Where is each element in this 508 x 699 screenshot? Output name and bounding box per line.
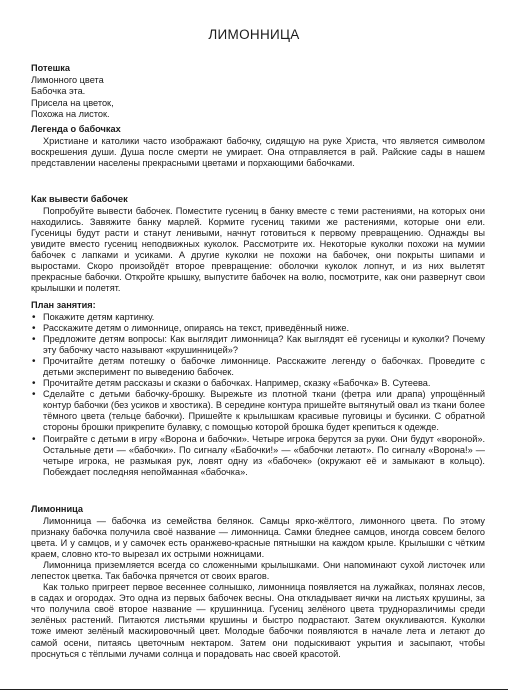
plan-item: • Сделайте с детьми бабочку-брошку. Вырежьте из плотной ткани (фетра или драпа) упрощённый контур бабочки (без усиков и хвостика). В середине контура пришейте вытянутый овал из ткани более тёмного цвета (тельце бабочки). Пришейте к крылышкам красивые пуговицы и бусинки. С обратной стороны брошки прикрепите булавку, с помощью которой брошка будет крепиться к одежде. xyxy=(31,389,485,433)
breeding-heading: Как вывести бабочек xyxy=(31,194,128,204)
poem-section xyxy=(31,63,485,121)
plan-item: • Расскажите детям о лимоннице, опираясь на текст, приведённый ниже. xyxy=(31,323,485,334)
breeding-text: Попробуйте вывести бабочек. Поместите гусениц в банку вместе с теми растениями, на которых они находились. Завяжите банку марлей. Кормите гусениц такими же растениями, которые они ели. Гусеницы будут расти и станут ленивыми, начнут готовиться к первому превращению. Однажды вы увидите вместо гусениц неподвижных куколок. Рассмотрите их. Некоторые куколки похожи на мумии бабочек с лапками и усиками. А другие куколки не похожи на бабочек, они покрыты шипами и выростами. Скоро произойдёт второе превращение: оболочки куколок лопнут, и из них вылетят прекрасные бабочки. Откройте крышку, выпустите бабочек на волю, посмотрите, как они развернут свои крылышки и полетят. xyxy=(31,205,485,294)
plan-section xyxy=(31,300,485,478)
plan-item: • Прочитайте детям рассказы и сказки о бабочках. Например, сказку «Бабочка» В. Сутеева. xyxy=(31,378,485,389)
plan-item: • Покажите детям картинку. xyxy=(31,312,485,323)
legend-text: Христиане и католики часто изображают бабочку, сидящую на руке Христа, что является символом воскрешения души. Душа после смерти не умирает. Она отправляется в рай. Райские сады в нашем представлении населены прекрасными цветами и порхающими бабочками. xyxy=(31,135,485,168)
poem-line: Лимонного цвета xyxy=(31,74,104,85)
page-title: ЛИМОННИЦА xyxy=(208,27,300,42)
about-heading: Лимонница xyxy=(31,504,83,514)
plan-item: • Поиграйте с детьми в игру «Ворона и бабочки». Четыре игрока берутся за руки. Они будут «вороной». Остальные дети — «бабочки». По сигналу «Бабочки!» — «бабочки летают». По сигналу «Ворона!» — четыре игрока, не размыкая рук, ловят одну из «бабочек» (окружают её и замыкают в кольцо). Побеждает последняя непойманная «бабочка». xyxy=(31,434,485,478)
breeding-section xyxy=(31,194,485,294)
legend-heading: Легенда о бабочках xyxy=(31,124,121,134)
plan-item: • Прочитайте детям потешку о бабочке лимоннице. Расскажите легенду о бабочках. Проведите с детьми эксперимент по выведению бабочек. xyxy=(31,356,485,378)
poem-line: Похожа на листок. xyxy=(31,109,110,119)
bottom-rule xyxy=(0,689,508,690)
plan-list xyxy=(31,312,485,478)
about-paragraph: Лимонница приземляется всегда со сложенными крылышками. Они напоминают сухой листочек или лепесток цветка. Так бабочка прячется от своих врагов. xyxy=(31,559,485,581)
about-paragraph: Как только пригреет первое весеннее солнышко, лимонница появляется на лужайках, полянах лесов, в садах и огородах. Это одна из первых бабочек весны. Она откладывает яички на листьях крушины, за что получила своё второе название — крушинница. Гусениц зелёного цвета трудноразличимы среди зелёных растений. Питаются листьями крушины и быстро подрастают. Затем окукливаются. Куколки тоже имеют зелёный маскировочный цвет. Молодые бабочки появляются в начале лета и летают до самой осени, питаясь цветочным нектаром. Затем они подыскивают укрытия и засыпают, чтобы проснуться с тёплыми лучами солнца и порадовать нас своей красотой. xyxy=(31,582,485,659)
plan-item: • Предложите детям вопросы: Как выглядит лимонница? Как выглядят её гусеницы и куколки? Почему эту бабочку часто называют «крушинницей»? xyxy=(31,334,485,356)
poem-line: Бабочка эта. xyxy=(31,86,86,96)
legend-section xyxy=(31,124,485,169)
plan-heading: План занятия: xyxy=(31,300,96,310)
poem-line: Присела на цветок, xyxy=(31,97,114,108)
poem-lines xyxy=(31,75,485,121)
about-section xyxy=(31,504,485,660)
poem-heading: Потешка xyxy=(31,63,70,73)
about-paragraph: Лимонница — бабочка из семейства белянок. Самцы ярко-жёлтого, лимонного цвета. По этому признаку бабочка получила своё название — лимонница. Самки бледнее самцов, иногда совсем белого цвета. И у самцов, и у самочек есть оранжево-красные пятнышки на каждом крыле. Крылышки с чётким краем, словно кто-то вырезал их острыми ножницами. xyxy=(31,515,485,559)
